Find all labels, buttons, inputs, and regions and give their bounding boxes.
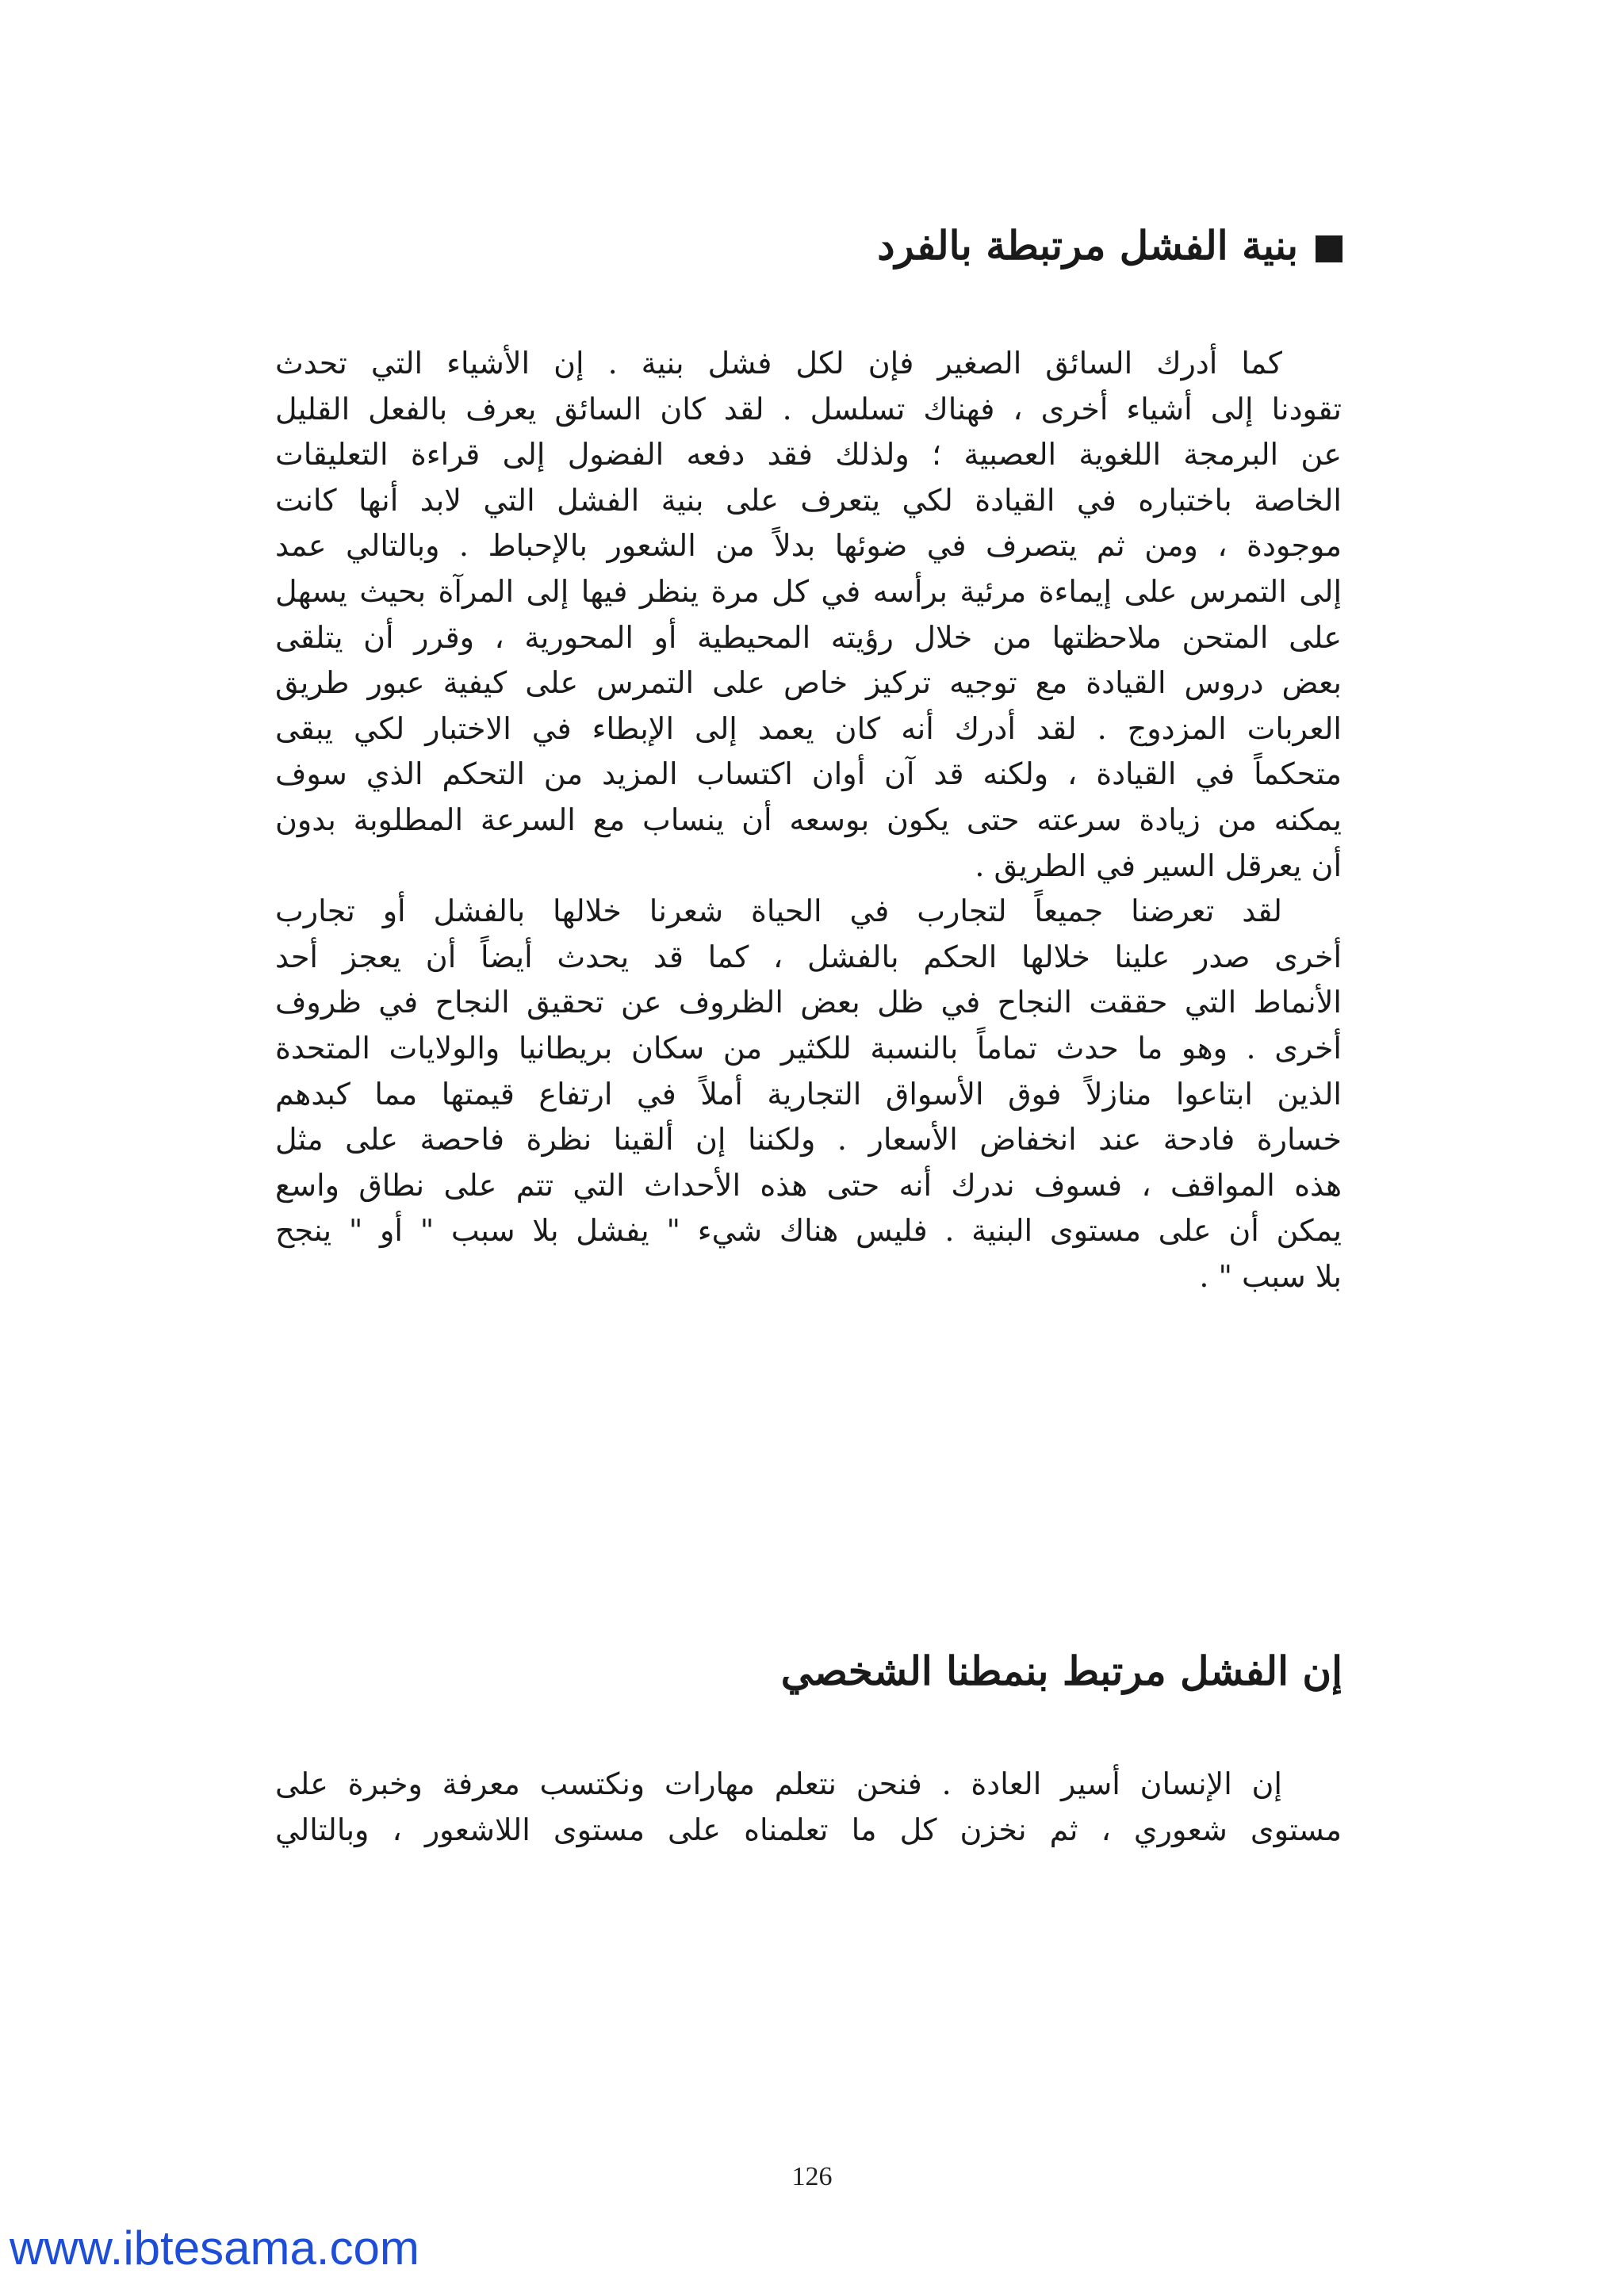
paragraph-line: يمكنه من زيادة سرعته حتى يكون بوسعه أن ينساب مع السرعة المطلوبة بدون (275, 802, 1342, 837)
paragraph-line: أخرى . وهو ما حدث تماماً بالنسبة للكثير من سكان بريطانيا والولايات المتحدة (275, 1030, 1342, 1066)
paragraph-line: الأنماط التي حققت النجاح في ظل بعض الظروف عن تحقيق النجاح في ظروف (275, 985, 1342, 1020)
paragraph-line: عن البرمجة اللغوية العصبية ؛ ولذلك فقد دفعه الفضول إلى قراءة التعليقات (275, 437, 1342, 473)
paragraph-line: أخرى صدر علينا خلالها الحكم بالفشل ، كما قد يحدث أيضاً أن يعجز أحد (275, 939, 1342, 974)
paragraph-line: الذين ابتاعوا منازلاً فوق الأسواق التجارية أملاً في ارتفاع قيمتها مما كبدهم (275, 1076, 1342, 1112)
paragraph-line: أن يعرقل السير في الطريق . (975, 848, 1342, 883)
paragraph-line: العربات المزدوج . لقد أدرك أنه كان يعمد إلى الإبطاء في الاختبار لكي يبقى (275, 710, 1342, 746)
section-body (275, 1762, 1342, 1853)
section-body (275, 341, 1342, 1299)
paragraph-line: تقودنا إلى أشياء أخرى ، فهناك تسلسل . لقد كان السائق يعرف بالفعل القليل (275, 391, 1342, 427)
section-heading-text: إن الفشل مرتبط بنمطنا الشخصي (780, 1647, 1342, 1694)
paragraph-line: بعض دروس القيادة مع توجيه تركيز خاص على التمرس على كيفية عبور طريق (275, 665, 1342, 701)
paragraph-line: إن الإنسان أسير العادة . فنحن نتعلم مهارات ونكتسب معرفة وخبرة على (275, 1766, 1282, 1801)
paragraph-line: يمكن أن على مستوى البنية . فليس هناك شيء " يفشل بلا سبب " أو " ينجح (275, 1213, 1342, 1249)
section-heading (280, 1646, 1342, 1697)
paragraph-line: هذه المواقف ، فسوف ندرك أنه حتى هذه الأحداث التي تتم على نطاق واسع (275, 1167, 1342, 1203)
paragraph-line: موجودة ، ومن ثم يتصرف في ضوئها بدلاً من الشعور بالإحباط . وبالتالي عمد (275, 528, 1342, 564)
section-heading (280, 220, 1342, 271)
section-heading-text: بنية الفشل مرتبطة بالفرد (877, 222, 1298, 269)
paragraph-line: مستوى شعوري ، ثم نخزن كل ما تعلمناه على مستوى اللاشعور ، وبالتالي (275, 1812, 1342, 1847)
square-bullet-icon (1316, 235, 1342, 262)
watermark: www.ibtesama.com (10, 2221, 419, 2275)
page-number: 126 (791, 2162, 833, 2191)
paragraph-line: لقد تعرضنا جميعاً لتجارب في الحياة شعرنا خلالها بالفشل أو تجارب (275, 894, 1282, 929)
paragraph-line: خسارة فادحة عند انخفاض الأسعار . ولكننا إن ألقينا نظرة فاحصة على مثل (275, 1122, 1342, 1158)
paragraph-line: الخاصة باختباره في القيادة لكي يتعرف على بنية الفشل التي لابد أنها كانت (275, 482, 1342, 518)
paragraph-line: على المتحن ملاحظتها من خلال رؤيته المحيطية أو المحورية ، وقرر أن يتلقى (275, 619, 1342, 655)
paragraph-line: بلا سبب " . (1199, 1258, 1342, 1294)
paragraph-line: إلى التمرس على إيماءة مرئية برأسه في كل مرة ينظر فيها إلى المرآة بحيث يسهل (275, 573, 1342, 609)
paragraph-line: كما أدرك السائق الصغير فإن لكل فشل بنية . إن الأشياء التي تحدث (275, 346, 1282, 381)
paragraph-line: متحكماً في القيادة ، ولكنه قد آن أوان اكتساب المزيد من التحكم الذي سوف (275, 756, 1342, 792)
